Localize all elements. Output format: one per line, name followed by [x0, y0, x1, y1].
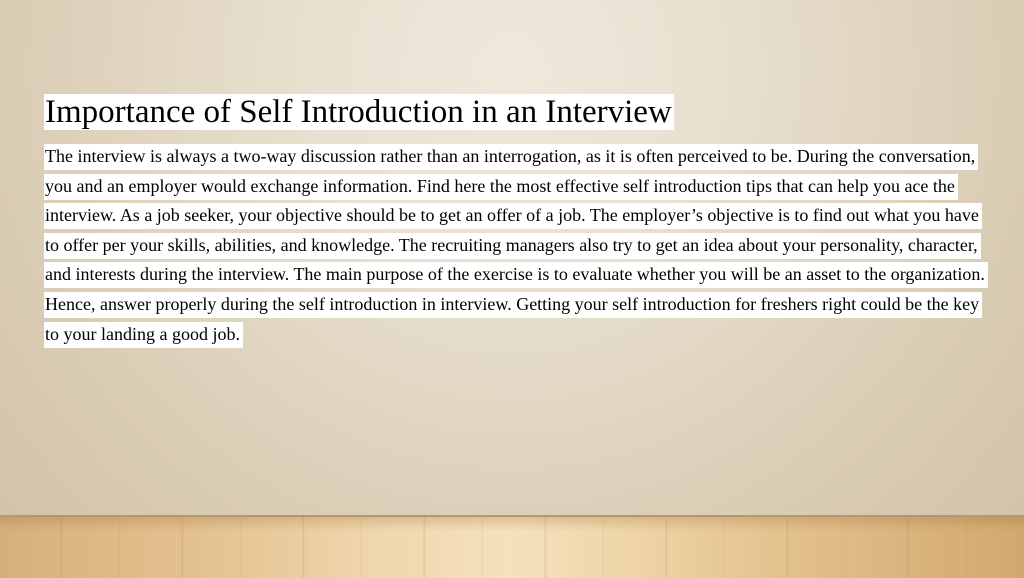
wood-floor-decoration: [0, 515, 1024, 578]
slide-body-paragraph: The interview is always a two-way discussion rather than an interrogation, as it is often perceived to be. During the conversation, you and an employer would exchange information. Find here the most effective self introduction tips that can help you ace the interview. As a job seeker, your objective should be to get an offer of a job. The employer’s objective is to find out what you have to offer per your skills, abilities, and knowledge. The recruiting managers also try to get an idea about your personality, character, and interests during the interview. The main purpose of the exercise is to evaluate whether you will be an asset to the organization. Hence, answer properly during the self introduction in interview. Getting your self introduction for freshers right could be the key to your landing a good job.: [44, 144, 988, 348]
slide-title-text: Importance of Self Introduction in an Interview: [45, 94, 672, 130]
slide-body-text: [44, 142, 994, 349]
slide-title: [44, 92, 674, 132]
